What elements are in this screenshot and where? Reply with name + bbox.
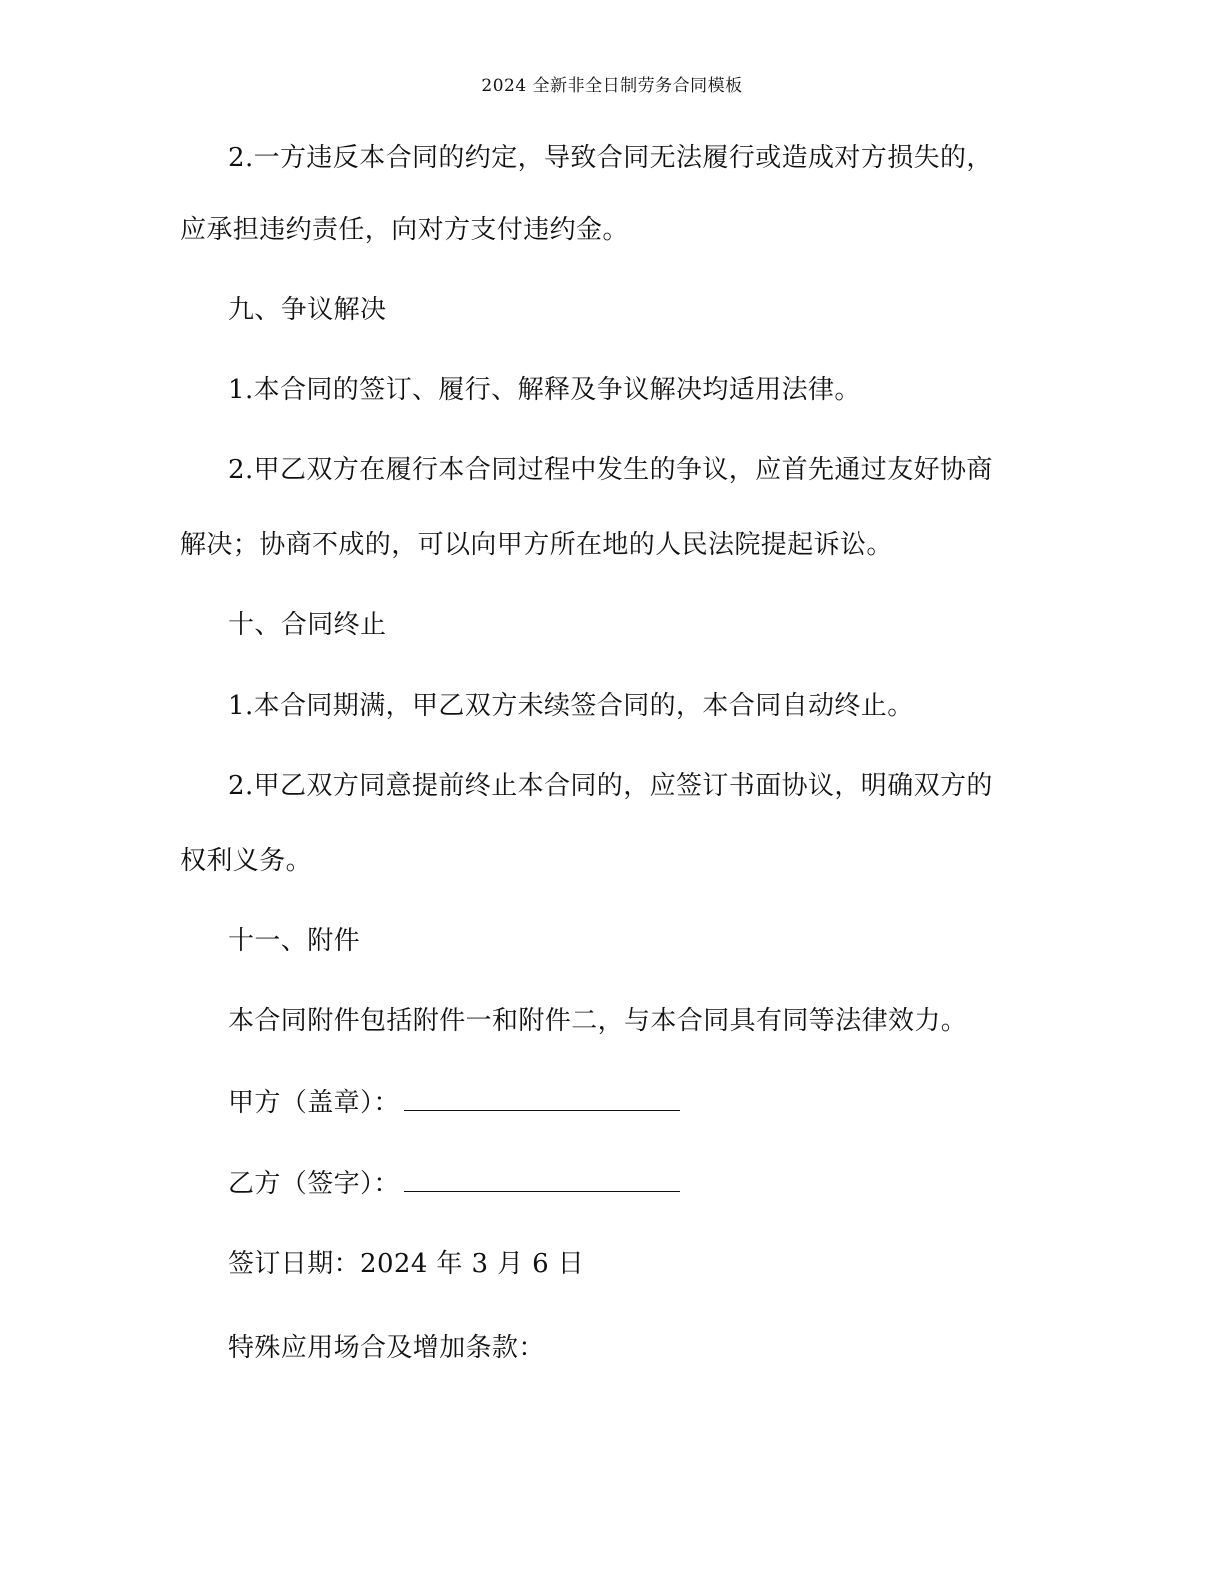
termination-item-1: 1.本合同期满，甲乙双方未续签合同的，本合同自动终止。 <box>228 691 914 721</box>
paragraph-breach-line2: 应承担违约责任，向对方支付违约金。 <box>180 215 629 245</box>
section-heading-termination: 十、合同终止 <box>228 610 387 640</box>
dispute-item-1: 1.本合同的签订、履行、解释及争议解决均适用法律。 <box>228 375 861 405</box>
special-clauses-heading: 特殊应用场合及增加条款： <box>228 1333 545 1363</box>
party-b-label: 乙方（签字）： <box>228 1169 400 1199</box>
attachments-text: 本合同附件包括附件一和附件二，与本合同具有同等法律效力。 <box>228 1006 968 1036</box>
party-b-signature-row <box>228 1166 1088 1202</box>
section-heading-dispute: 九、争议解决 <box>228 295 387 325</box>
dispute-item-2-line2: 解决；协商不成的，可以向甲方所在地的人民法院提起诉讼。 <box>180 530 893 560</box>
document-header: 2024 全新非全日制劳务合同模板 <box>481 76 743 96</box>
termination-item-2-line2: 权利义务。 <box>180 846 313 876</box>
section-heading-attachments: 十一、附件 <box>228 926 361 956</box>
party-a-signature-row <box>228 1085 1088 1121</box>
termination-item-2-line1: 2.甲乙双方同意提前终止本合同的，应签订书面协议，明确双方的 <box>228 771 993 801</box>
paragraph-breach-line1: 2.一方违反本合同的约定，导致合同无法履行或造成对方损失的， <box>228 143 993 173</box>
party-b-signature-blank[interactable] <box>404 1167 680 1192</box>
sign-date: 签订日期：2024 年 3 月 6 日 <box>228 1249 585 1279</box>
dispute-item-2-line1: 2.甲乙双方在履行本合同过程中发生的争议，应首先通过友好协商 <box>228 455 993 485</box>
party-a-label: 甲方（盖章）： <box>228 1088 400 1118</box>
party-a-signature-blank[interactable] <box>404 1086 680 1111</box>
